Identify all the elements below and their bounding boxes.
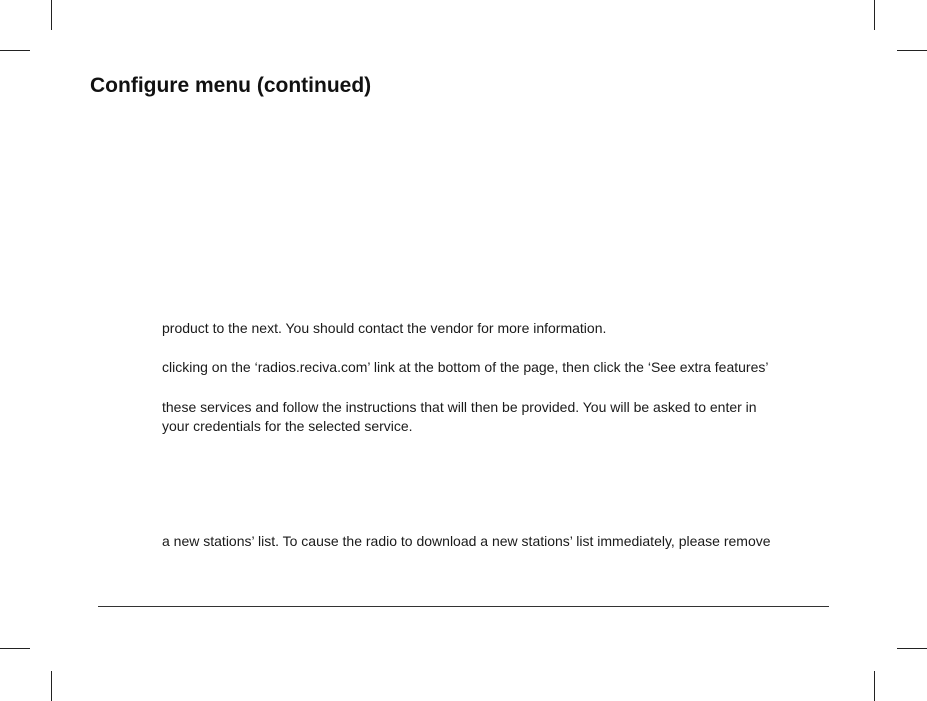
crop-mark-top-right-horizontal: [897, 50, 927, 51]
crop-mark-bottom-left-horizontal: [0, 648, 30, 649]
crop-mark-bottom-left-vertical: [51, 671, 52, 701]
page-title: Configure menu (continued): [90, 74, 372, 97]
crop-mark-top-left-horizontal: [0, 50, 30, 51]
body-line-credentials: your credentials for the selected service.: [162, 418, 413, 434]
crop-mark-bottom-right-horizontal: [897, 648, 927, 649]
body-line-services: these services and follow the instructions that will then be provided. You will be asked to enter in: [162, 399, 757, 415]
body-line-stations-list: a new stations’ list. To cause the radio to download a new stations’ list immediately, please remove: [162, 533, 771, 549]
footer-divider: [98, 606, 829, 607]
body-line-reciva-link: clicking on the ‘radios.reciva.com’ link at the bottom of the page, then click the ‘See extra features’: [162, 359, 769, 375]
crop-mark-top-left-vertical: [51, 0, 52, 30]
crop-mark-top-right-vertical: [874, 0, 875, 30]
body-line-vendor: product to the next. You should contact the vendor for more information.: [162, 320, 607, 336]
crop-mark-bottom-right-vertical: [874, 671, 875, 701]
